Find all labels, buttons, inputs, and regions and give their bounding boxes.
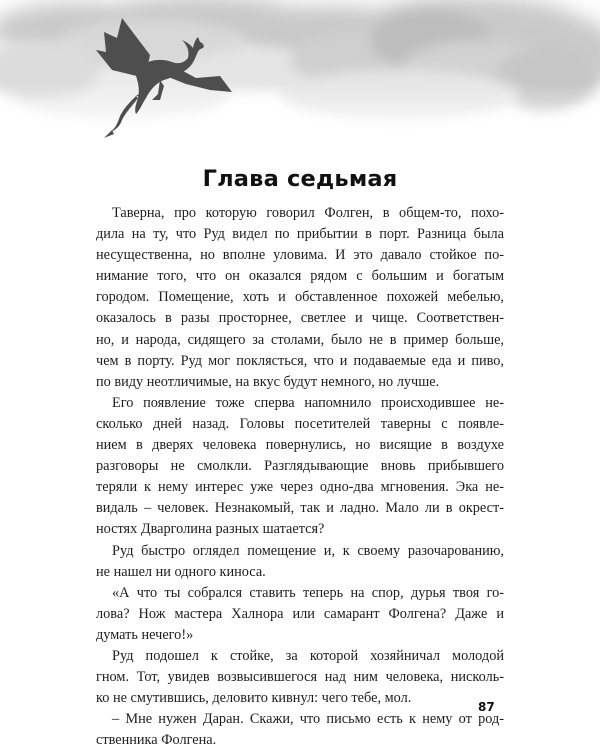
text-line: не нашел ни одного киноса. (96, 563, 266, 580)
page-number: 87 (478, 700, 495, 714)
text-line: Руд быстро оглядел помещение и, к своему разочарованию, (112, 542, 504, 559)
text-line: ко не смутившись, деловито кивнул: чего тебе, мол. (96, 690, 412, 707)
text-line: ностях Дварголина разных шатается? (96, 521, 325, 538)
text-line: – Мне нужен Даран. Скажи, что письмо есть к нему от род- (112, 711, 504, 728)
text-line: гном. Тот, увидев возвысившегося над ним человека, нисколь- (96, 669, 504, 686)
text-line: Его появление тоже сперва напомнило происходившее не- (112, 394, 504, 411)
clouds (0, 0, 600, 150)
text-line: лова? Нож мастера Халнора или самарант Фолгена? Даже и (96, 605, 504, 622)
text-line: разговоры не смолкли. Разглядывающие вновь прибывшего (96, 458, 504, 475)
text-line: городом. Помещение, хоть и обставленное похожей мебелью, (96, 289, 504, 306)
text-line: видаль – человек. Незнакомый, так и ладно. Мало ли в окрест- (96, 500, 504, 517)
text-line: но, и народа, сидящего за столами, было не в пример больше, (96, 331, 504, 348)
text-line: несущественна, но вполне уловима. И это давало стойкое по- (96, 247, 504, 264)
text-line: нием в дверях человека повернулись, но висящие в воздухе (96, 437, 504, 454)
header-illustration (0, 0, 600, 150)
text-line: сколько дней назад. Головы посетителей таверны с появле- (96, 415, 504, 432)
text-line: Руд подошел к стойке, за которой хозяйничал молодой (112, 647, 504, 664)
text-line: думать нечего!» (96, 626, 194, 643)
chapter-title: Глава седьмая (202, 166, 398, 192)
text-line: дила на ту, что Руд видел по прибытии в порт. Разница была (96, 226, 504, 243)
text-line: чем в порту. Руд мог поклясться, что и подаваемые еда и пиво, (96, 352, 504, 369)
text-line: ственника Фолгена. (96, 732, 217, 749)
body-text (96, 203, 504, 751)
text-line: по виду неотличимые, на вкус будут немного, но лучше. (96, 373, 440, 390)
text-line: Таверна, про которую говорил Фолген, в общем-то, похо- (112, 205, 504, 221)
text-line: «А что ты собрался ставить теперь на спор, дурья твоя го- (112, 584, 504, 601)
text-line: теряли к нему интерес уже через одно-два мгновения. Эка не- (96, 479, 504, 496)
text-line: оказалось в разы просторнее, светлее и чище. Соответствен- (96, 310, 504, 327)
text-line: нимание того, что он оказался рядом с большим и богатым (96, 268, 504, 285)
